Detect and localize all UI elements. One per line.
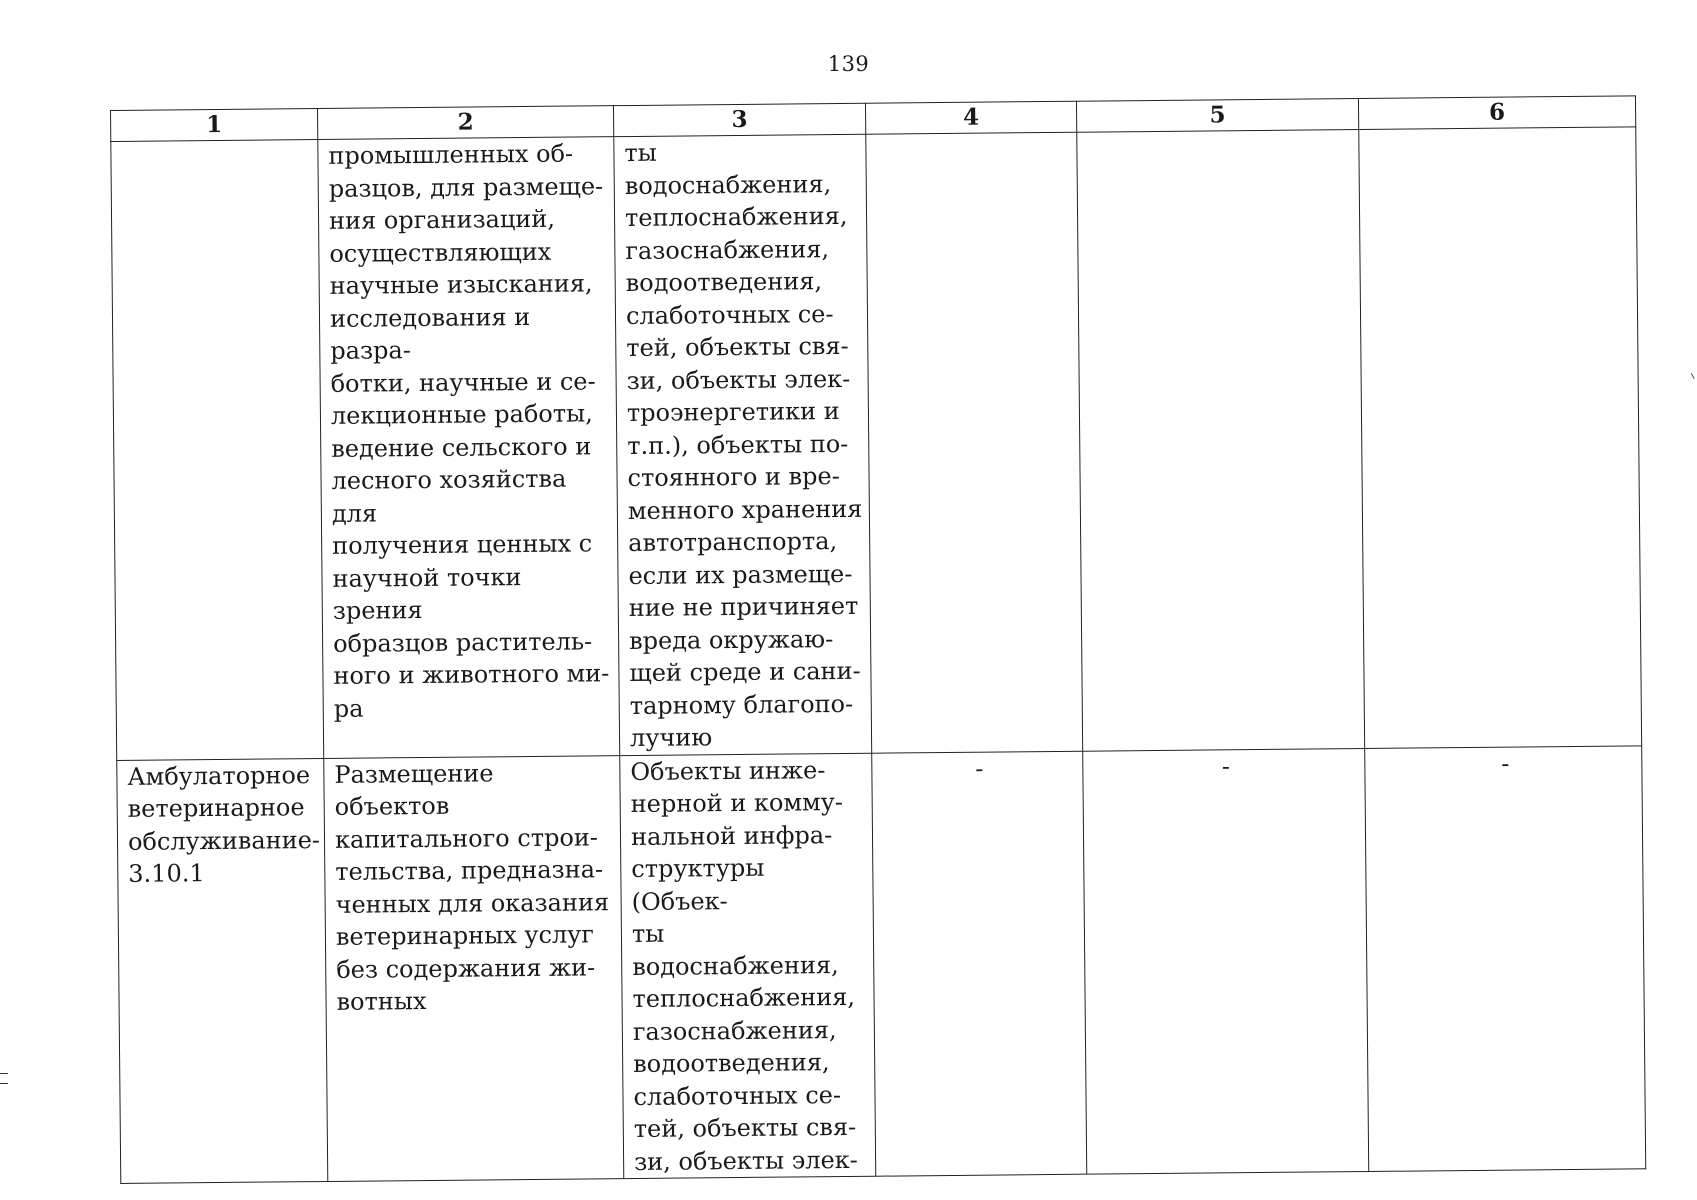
- row1-col5-cell: [1077, 130, 1365, 751]
- header-col-2: 2: [317, 106, 613, 140]
- header-col-5: 5: [1076, 99, 1358, 133]
- row2-col2-cell: [324, 755, 624, 1181]
- row2-col6-dash: -: [1501, 749, 1510, 778]
- row2-col3-cell: [620, 753, 876, 1179]
- row2-col1-cell: [117, 758, 328, 1183]
- table-row: [111, 127, 1642, 760]
- row2-col5-cell: [1083, 748, 1369, 1174]
- land-use-table: [110, 95, 1646, 1184]
- margin-tick: [1691, 371, 1697, 379]
- row1-col1-text: [121, 140, 311, 142]
- row1-col2-text: промышленных об- разцов, для размеще- ния организаций, осуществляющих научные изыскания, исследования и разра- ботки, научные и се- лекционные работы, ведение сельского и лесного хозяйства для получения ценных с научной точки зрения образцов раститель- ного и животного ми- ра: [328, 139, 610, 723]
- header-col-6: 6: [1358, 96, 1635, 130]
- row1-col3-cell: [614, 134, 872, 755]
- margin-mark: [0, 1073, 8, 1074]
- header-col-4: 4: [865, 101, 1076, 134]
- header-col-3: 3: [613, 103, 865, 136]
- row2-col1-text: Амбулаторное ветеринарное обслуживание- 3.10.1: [127, 760, 321, 888]
- header-col-1: 1: [111, 109, 318, 142]
- row1-col4-cell: [866, 132, 1083, 752]
- margin-mark: [0, 1083, 8, 1084]
- page-number: 139: [827, 52, 870, 76]
- row2-col3-text: Объекты инже- нерной и комму- нальной инфра- структуры (Объек- ты водоснабжения, теплоснабжения, газоснабжения, водоотведения, слаботочных се- тей, объекты свя- зи, объекты элек-: [630, 755, 858, 1176]
- row1-col1-cell: [111, 140, 324, 760]
- row2-col2-text: Размещение объектов капитального строи- тельства, предназна- ченных для оказания ветеринарных услуг без содержания жи- вотных: [334, 758, 610, 1016]
- table-row: [117, 745, 1646, 1183]
- row2-col4-dash: -: [975, 754, 984, 783]
- row1-col4-text: [876, 133, 1070, 135]
- row1-col3-text: ты водоснабжения, теплоснабжения, газоснабжения, водоотведения, слаботочных се- тей, объекты свя- зи, объекты элек- троэнергетики и т.п.), объекты по- стоянного и вре- менного хранения автотранспорта, если их размеще- ние не причиняет вреда окружаю- щей среде и сани- тарному благопо- лучию: [624, 138, 863, 753]
- row2-col6-cell: [1365, 745, 1646, 1171]
- row1-col6-cell: [1359, 127, 1642, 748]
- row2-col5-dash: -: [1221, 751, 1231, 780]
- row2-col4-cell: [872, 751, 1087, 1177]
- row1-col2-cell: [318, 137, 620, 758]
